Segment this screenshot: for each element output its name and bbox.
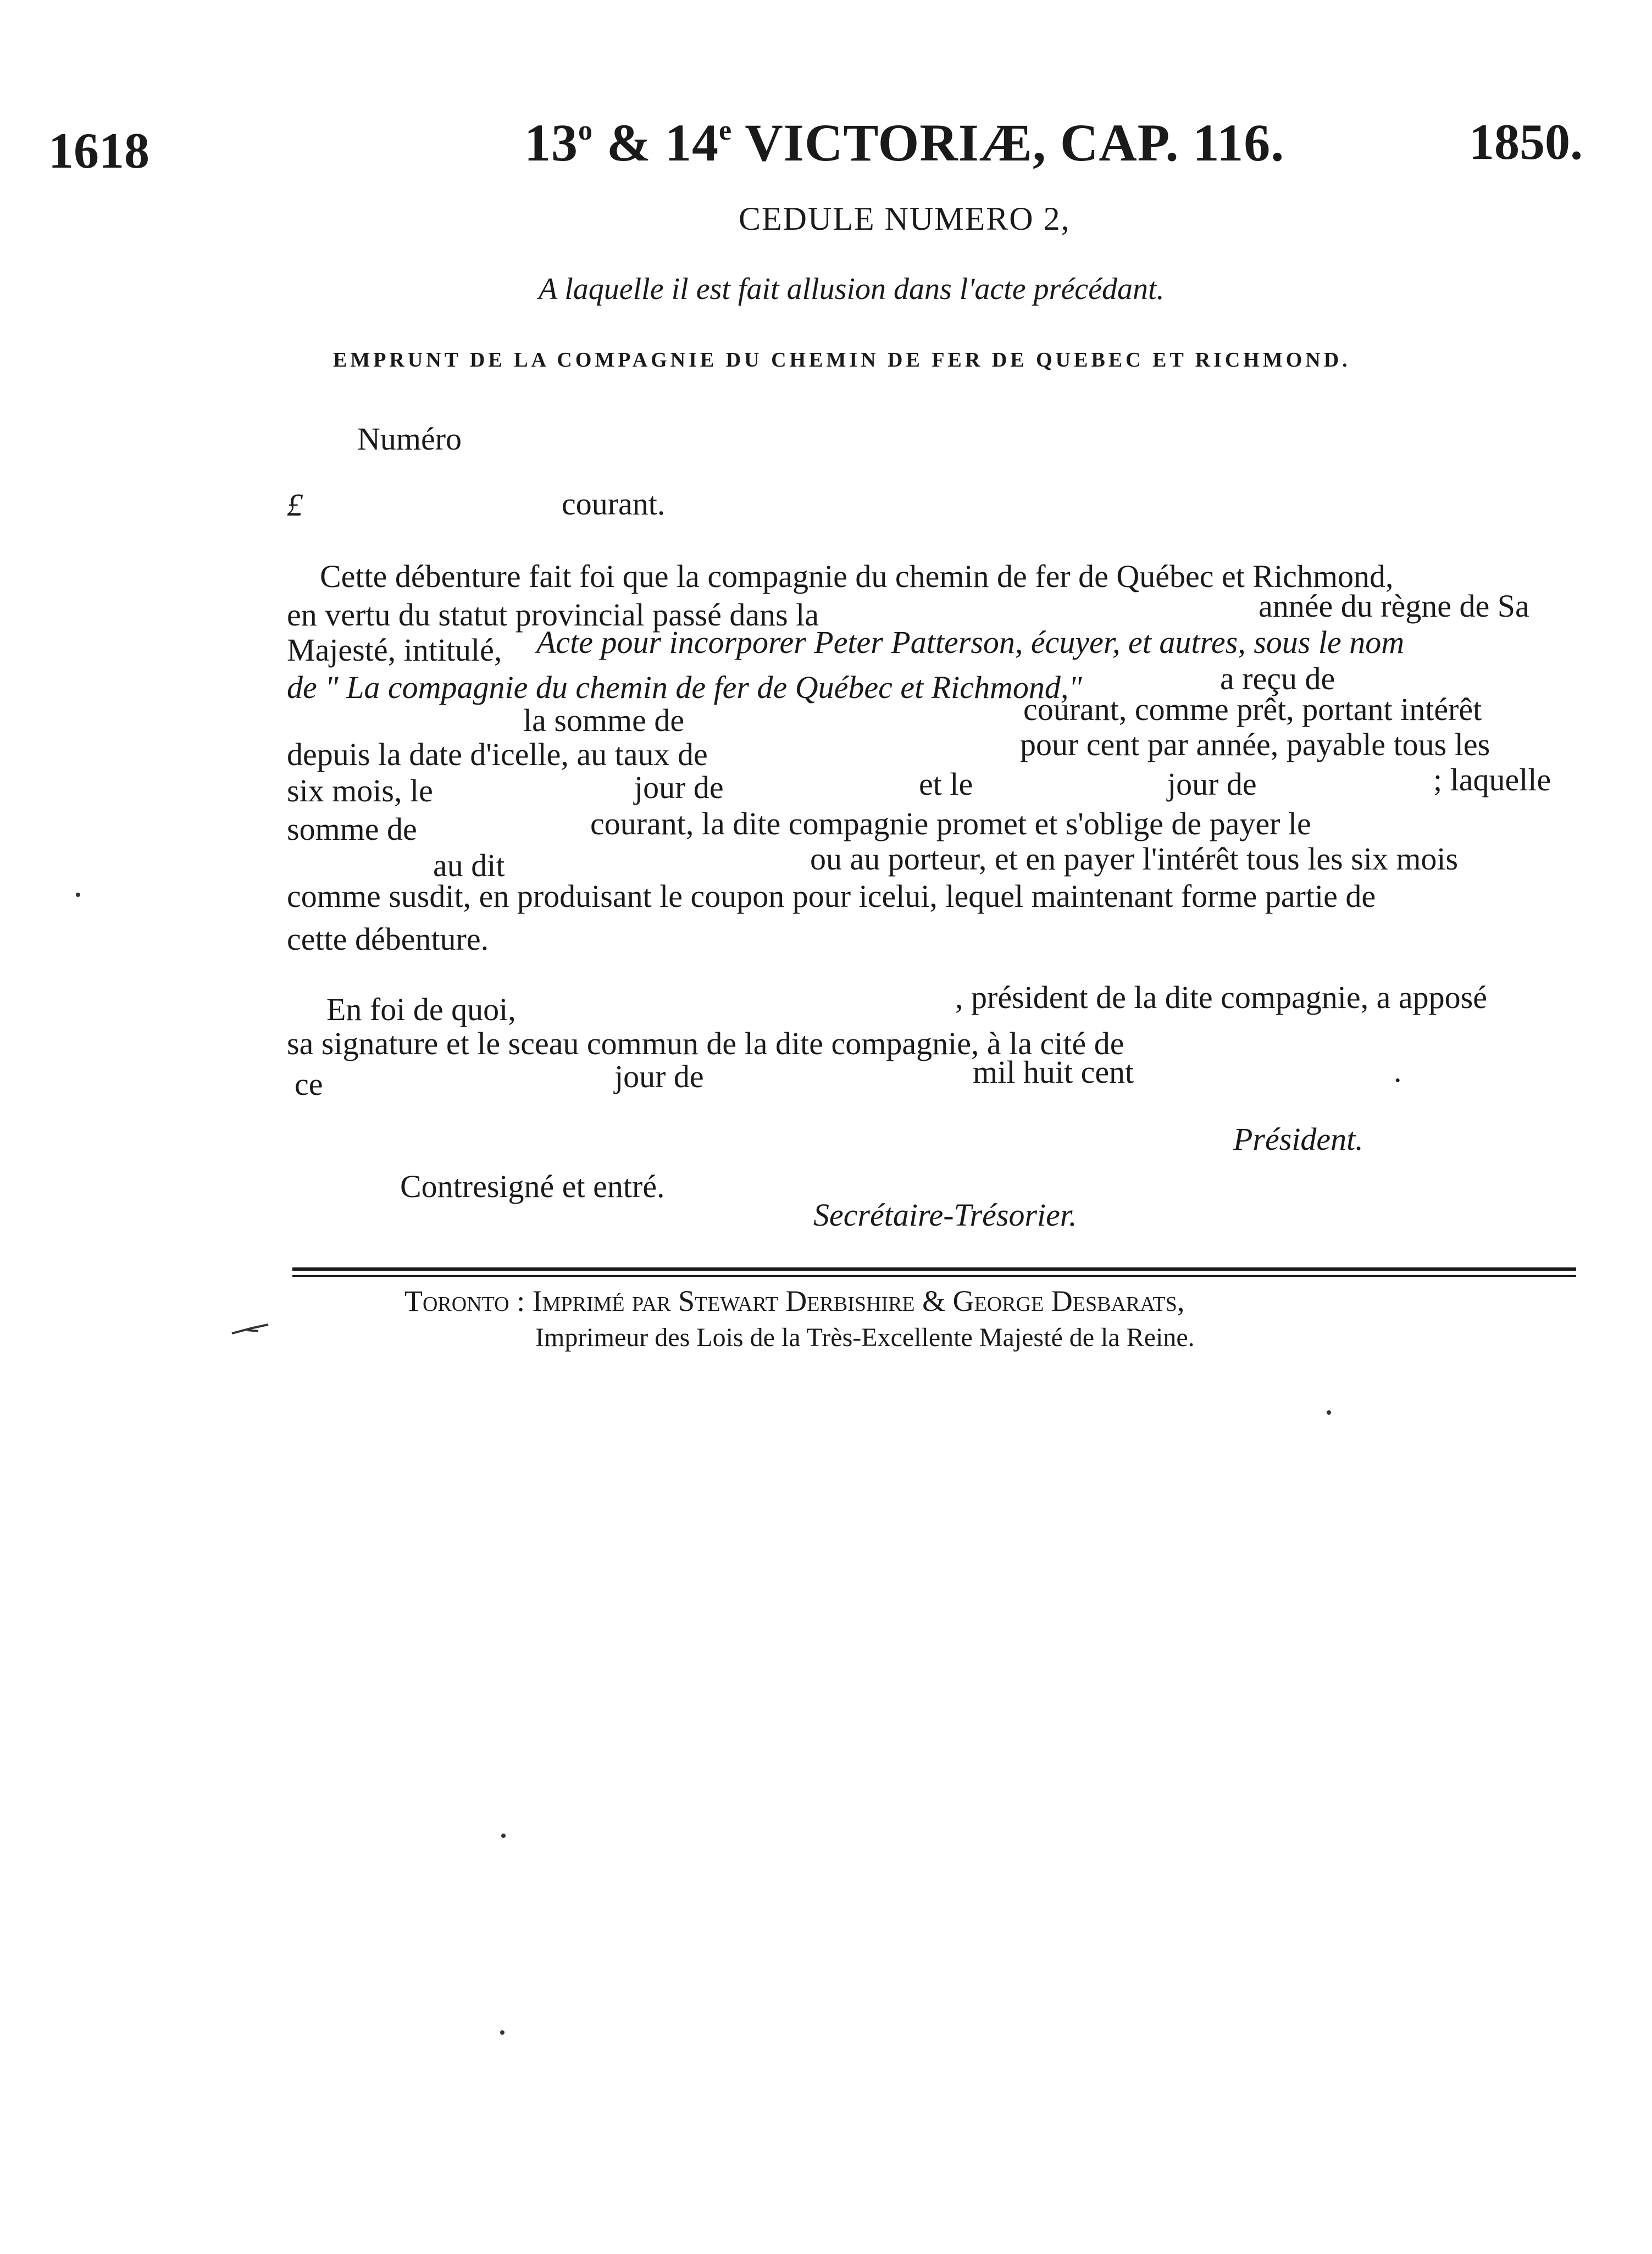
body-line-7a: six mois, le [287,773,433,808]
double-rule-top [292,1267,1576,1271]
body-line-2b: année du règne de Sa [1259,588,1529,624]
page-number: 1618 [48,123,149,179]
running-title-rest: VICTORIÆ, CAP. 116. [745,113,1285,172]
body-line-7b: jour de [634,769,724,805]
secretary-signature-label: Secrétaire-Trésorier. [813,1197,1077,1233]
courant-label: courant. [562,486,666,522]
body-line-6b: pour cent par année, payable tous les [1020,727,1490,762]
running-title-num: 13 [524,113,578,172]
body-line-8b: courant, la dite compagnie promet et s'oblige de payer le [590,806,1311,841]
body-line-10: comme susdit, en produisant le coupon pour icelui, lequel maintenant forme partie de [287,878,1376,914]
printer-imprint: Toronto : Imprimé par Stewart Derbishire & George Desbarats, [404,1284,1185,1317]
body-line-7d: jour de [1167,766,1257,802]
countersigned-label: Contresigné et entré. [400,1168,665,1204]
speck-2 [501,1834,506,1838]
subtitle: A laquelle il est fait allusion dans l'acte précédant. [539,272,1165,306]
printer-imprint-sub: Imprimeur des Lois de la Très-Excellente Majesté de la Reine. [535,1323,1195,1352]
body-line-3b: Acte pour incorporer Peter Patterson, écuyer, et autres, sous le nom [536,624,1405,660]
witness-line-1b: , président de la dite compagnie, a apposé [955,979,1487,1015]
running-title [524,113,1285,172]
witness-line-1a: En foi de quoi, [326,992,516,1027]
body-line-3a: Majesté, intitulé, [287,632,502,668]
schedule-title: CEDULE NUMERO 2, [739,201,1071,237]
body-line-11: cette débenture. [287,921,489,957]
witness-line-2: sa signature et le sceau commun de la dite compagnie, à la cité de [287,1026,1124,1061]
speck-3 [500,2030,505,2035]
double-rule-bottom [292,1275,1576,1277]
running-title-amp: & 14 [607,113,719,172]
running-title-sup-1: o [578,115,593,146]
numero-label: Numéro [357,421,462,457]
stray-pen-mark-icon [231,1323,269,1336]
body-line-5a: la somme de [523,702,685,738]
body-line-6a: depuis la date d'icelle, au taux de [287,736,708,772]
witness-line-3d: . [1394,1053,1402,1089]
body-line-2a: en vertu du statut provincial passé dans la [287,597,819,633]
body-line-7c: et le [919,766,973,802]
speck-4 [76,893,80,897]
body-line-4b: a reçu de [1220,661,1335,696]
pound-sign: £ [287,487,303,523]
body-line-1: Cette débenture fait foi que la compagnie du chemin de fer de Québec et Richmond, [320,558,1394,594]
president-signature-label: Président. [1233,1121,1363,1157]
running-title-sup-2: e [718,115,733,146]
witness-line-3b: jour de [614,1059,704,1094]
loan-heading: EMPRUNT DE LA COMPAGNIE DU CHEMIN DE FER DE QUEBEC ET RICHMOND. [333,348,1351,372]
body-line-4a: de " La compagnie du chemin de fer de Québec et Richmond," [287,669,1082,705]
body-line-5b: courant, comme prêt, portant intérêt [1023,691,1482,727]
witness-line-3a: ce [295,1066,323,1102]
body-line-9b: ou au porteur, et en payer l'intérêt tous les six mois [810,841,1459,877]
body-line-8a: somme de [287,811,417,847]
witness-line-3c: mil huit cent [973,1054,1134,1090]
year: 1850. [1469,114,1583,170]
body-line-9a: au dit [433,848,505,883]
body-line-7e: ; laquelle [1433,762,1551,798]
speck-1 [1327,1410,1331,1415]
